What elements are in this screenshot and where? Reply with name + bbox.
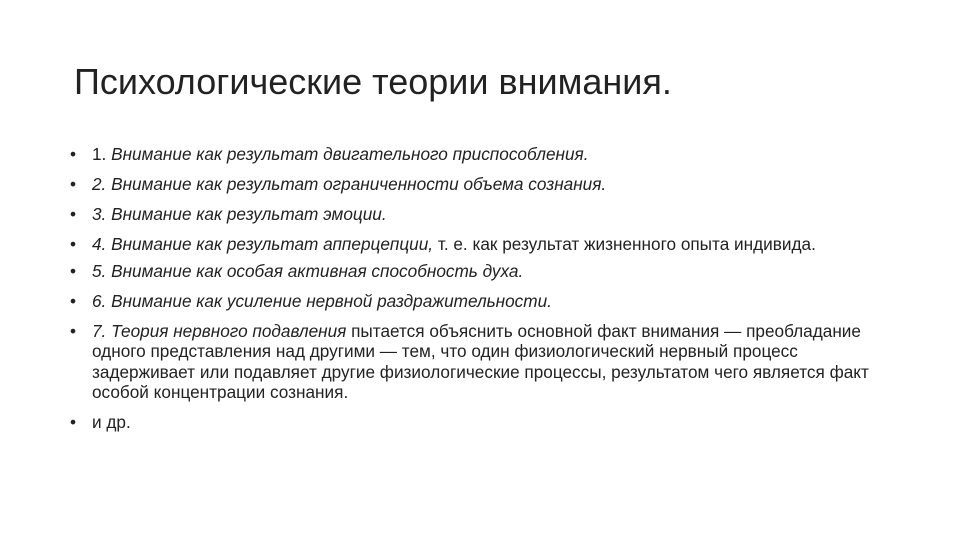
bullet-dot-icon: • [70,320,77,341]
bullet-dot-icon: • [70,144,77,164]
item-italic-text: 6. Внимание как усиление нервной раздражительности. [92,290,552,311]
bullet-dot-icon: • [70,174,77,194]
item-prefix: 1. [92,144,112,164]
item-italic-text: Внимание как результат двигательного приспособления. [111,144,589,164]
list-item [70,144,900,165]
bullet-dot-icon: • [70,204,77,224]
bullet-dot-icon: • [70,260,77,281]
list-item [70,204,900,225]
list-item [70,291,900,312]
bullet-dot-icon: • [70,234,77,254]
list-item [70,261,900,282]
list-item [70,174,900,195]
item-text: т. е. как результат жизненного опыта индивида. [433,234,816,254]
slide-title: Психологические теории внимания. [74,61,672,102]
list-item [70,412,900,433]
bullet-dot-icon: • [70,290,77,311]
item-italic-text: 5. Внимание как особая активная способность духа. [92,260,524,281]
bullet-dot-icon: • [70,412,77,432]
item-text: пытается объяснить основной факт внимания — преобладание одного представления над другими — тем, что один физиологический нервный процесс задерживает или подавляет другие физиологические процессы, результатом чего является факт особой концентрации сознания. [92,320,869,402]
item-text: и др. [92,412,131,432]
item-italic-text: 4. Внимание как результат апперцепции, [92,234,434,254]
item-italic-text: 2. Внимание как результат ограниченности объема сознания. [92,174,607,194]
item-italic-text: 7. Теория нервного подавления [92,320,347,341]
list-item [70,234,900,255]
list-item [70,321,900,403]
item-italic-text: 3. Внимание как результат эмоции. [92,204,387,224]
bullet-list [70,144,900,442]
